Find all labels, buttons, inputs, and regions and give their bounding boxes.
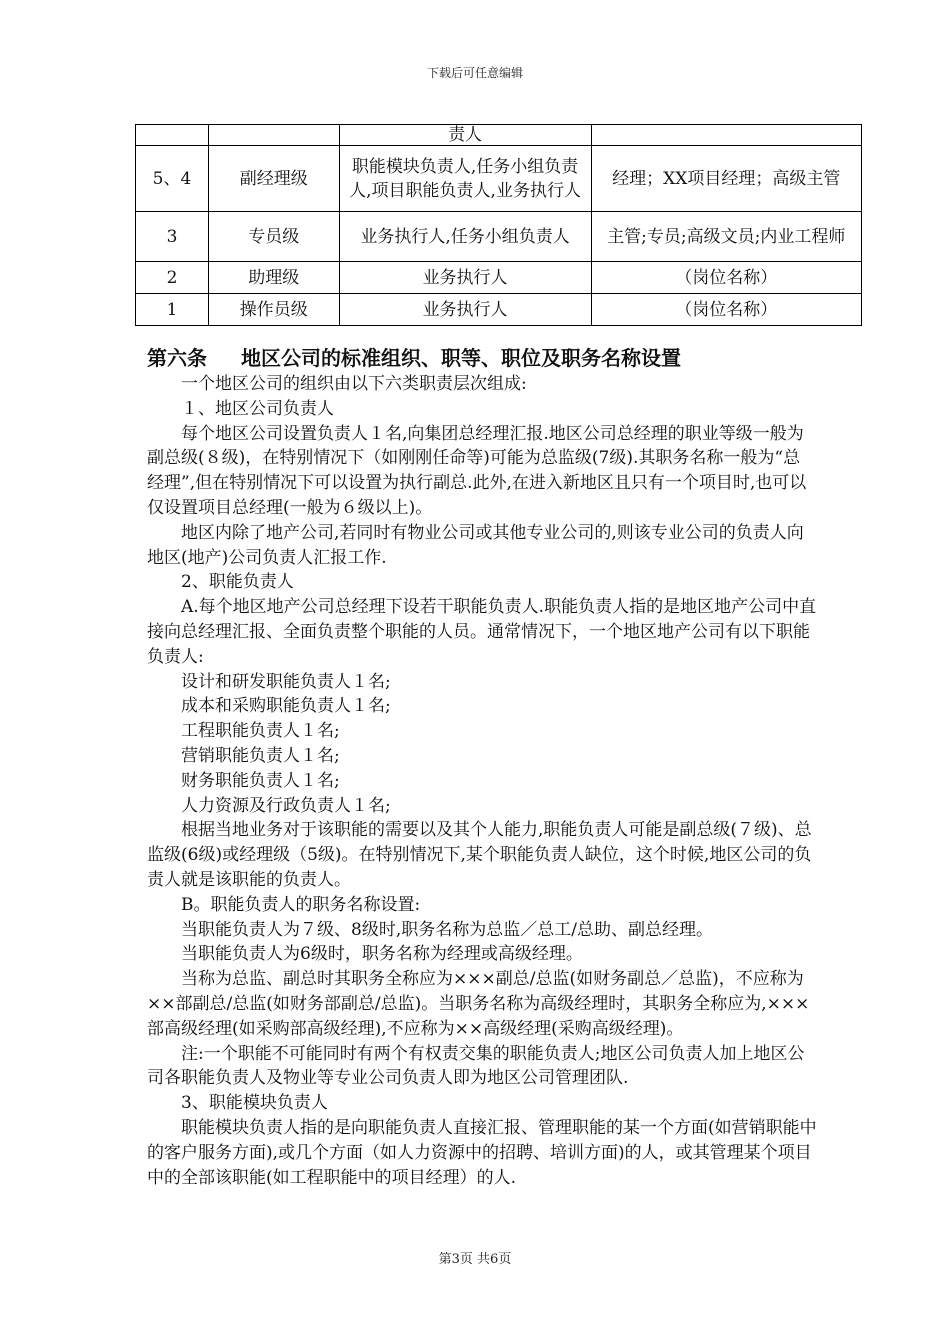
table-cell — [209, 125, 340, 146]
table-cell: 业务执行人 — [339, 262, 591, 294]
page-footer: 第3页 共6页 — [438, 1252, 512, 1267]
table-row — [136, 212, 862, 262]
table-row — [136, 146, 862, 212]
paragraph: 当职能负责人为6级时，职务名称为经理或高级经理。 — [181, 944, 583, 965]
paragraph: 根据当地业务对于该职能的需要以及其个人能力,职能负责人可能是副总级(７级)、总监级(6级)或经理级（5级)。在特别情况下,某个职能负责人缺位，这个时候,地区公司的负责人就是该职能的负责人。 — [147, 820, 812, 890]
page-header-note: 下载后可任意编辑 — [426, 66, 523, 80]
body-text — [147, 372, 817, 1190]
paragraph: 注:一个职能不可能同时有两个有权责交集的职能负责人;地区公司负责人加上地区公司各职能负责人及物业等专业公司负责人即为地区公司管理团队. — [147, 1043, 805, 1089]
table-cell: 助理级 — [209, 262, 340, 294]
table-cell: 5、4 — [136, 146, 209, 212]
table-cell — [591, 125, 861, 146]
table-cell: （岗位名称） — [591, 294, 861, 326]
paragraph: 每个地区公司设置负责人１名,向集团总经理汇报.地区公司总经理的职业等级一般为副总级(８级)，在特别情况下（如刚刚任命等)可能为总监级(7级).其职务名称一般为“总经理”,但在特别情况下可以设置为执行副总.此外,在进入新地区且只有一个项目时,也可以仅设置项目总经理(一般为６级以上)。 — [147, 423, 807, 518]
grade-table — [135, 124, 862, 326]
table-cell: 专员级 — [209, 212, 340, 262]
grade-table-body — [136, 125, 862, 326]
table-row — [136, 294, 862, 326]
section-number: 第六条 — [147, 346, 207, 370]
table-cell — [136, 125, 209, 146]
paragraph: 3、职能模块负责人 — [181, 1093, 328, 1114]
paragraph: 成本和采购职能负责人１名; — [181, 696, 391, 717]
paragraph: 财务职能负责人１名; — [181, 770, 340, 791]
paragraph: 设计和研发职能负责人１名; — [181, 671, 391, 692]
table-cell: 职能模块负责人,任务小组负责人,项目职能负责人,业务执行人 — [339, 146, 591, 212]
paragraph: 地区内除了地产公司,若同时有物业公司或其他专业公司的,则该专业公司的负责人向地区(地产)公司负责人汇报工作. — [147, 522, 804, 568]
paragraph: 当职能负责人为７级、8级时,职务名称为总监／总工/总助、副总经理。 — [181, 919, 713, 940]
paragraph: B。职能负责人的职务名称设置: — [181, 894, 421, 915]
paragraph: A.每个地区地产公司总经理下设若干职能负责人.职能负责人指的是地区地产公司中直接向总经理汇报、全面负责整个职能的人员。通常情况下，一个地区地产公司有以下职能负责人: — [147, 597, 817, 667]
paragraph: １、地区公司负责人 — [181, 398, 334, 419]
table-cell: （岗位名称） — [591, 262, 861, 294]
paragraph: 人力资源及行政负责人１名; — [181, 795, 391, 816]
table-cell: 副经理级 — [209, 146, 340, 212]
paragraph: 职能模块负责人指的是向职能负责人直接汇报、管理职能的某一个方面(如营销职能中的客户服务方面),或几个方面（如人力资源中的招聘、培训方面)的人，或其管理某个项目中的全部该职能(如工程职能中的项目经理）的人. — [147, 1117, 817, 1188]
table-cell: 业务执行人 — [339, 294, 591, 326]
paragraph: 2、职能负责人 — [181, 572, 294, 593]
table-row — [136, 125, 862, 146]
section-heading — [147, 344, 867, 372]
table-cell: 3 — [136, 212, 209, 262]
paragraph: 工程职能负责人１名; — [181, 721, 340, 742]
table-row — [136, 262, 862, 294]
paragraph: 当称为总监、副总时其职务全称应为×××副总/总监(如财务副总／总监)，不应称为××部副总/总监(如财务部副总/总监)。当职务名称为高级经理时，其职务全称应为,×××部高级经理(如采购部高级经理),不应称为××高级经理(采购高级经理)。 — [147, 969, 810, 1039]
table-cell: 业务执行人,任务小组负责人 — [339, 212, 591, 262]
section-title: 地区公司的标准组织、职等、职位及职务名称设置 — [241, 346, 681, 370]
table-cell: 1 — [136, 294, 209, 326]
table-cell: 主管;专员;高级文员;内业工程师 — [591, 212, 861, 262]
table-cell: 2 — [136, 262, 209, 294]
table-cell: 操作员级 — [209, 294, 340, 326]
paragraph: 营销职能负责人１名; — [181, 745, 340, 766]
paragraph: 一个地区公司的组织由以下六类职责层次组成: — [181, 374, 527, 394]
table-cell: 经理；XX项目经理；高级主管 — [591, 146, 861, 212]
table-cell: 责人 — [339, 125, 591, 146]
